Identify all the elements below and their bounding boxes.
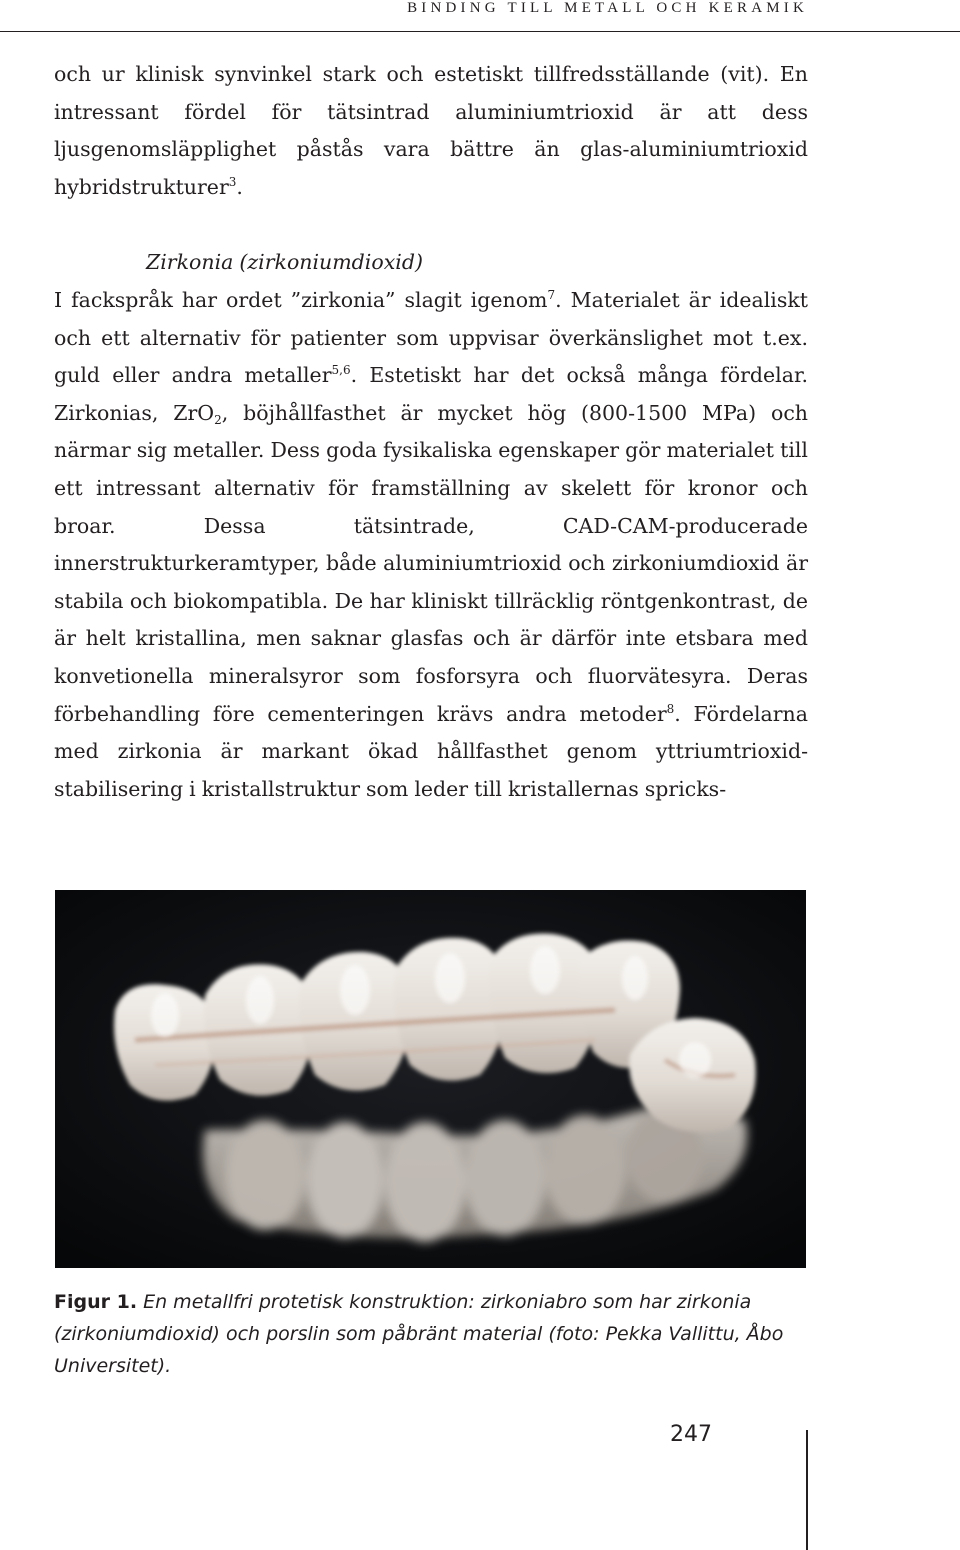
paragraph-2-part-3: . Estetiskt har det också många fördelar. Zirkonias, ZrO	[54, 363, 809, 425]
dental-bridge-photo	[55, 890, 806, 1268]
paragraph-2	[54, 282, 808, 808]
figure-caption-text: En metallfri protetisk konstruktion: zirkoniabro som har zirkonia (zirkoniumdioxid) och porslin som påbränt material (foto: Pekka Vallittu, Åbo Universitet).	[54, 1291, 784, 1377]
zro2-subscript: 2	[214, 412, 222, 427]
zirconia-bridge-image	[55, 890, 806, 1268]
reference-8: 8	[666, 701, 675, 716]
paragraph-2-part-5: . Fördelarna med zirkonia är markant ökad hållfasthet genom yttriumtrioxid-stabilisering i kristallstruktur som leder till kristallernas spricks-	[54, 701, 808, 801]
section-heading: Zirkonia (zirkoniumdioxid)	[146, 250, 423, 275]
running-title: BINDING TILL METALL OCH KERAMIK	[407, 0, 808, 16]
paragraph-1	[54, 56, 808, 206]
paragraph-2-part-2: . Materialet är idealiskt och ett alternativ för patienter som uppvisar överkänslighet mot t.ex. guld eller andra metaller	[54, 287, 808, 388]
header-rule	[0, 31, 960, 32]
reference-5-6: 5,6	[331, 363, 351, 378]
figure-caption	[54, 1286, 814, 1382]
paragraph-2-part-1: I fackspråk har ordet ”zirkonia” slagit igenom	[54, 287, 548, 312]
page-number: 247	[670, 1422, 712, 1447]
body-text	[54, 56, 808, 808]
page-number-rule	[806, 1430, 808, 1550]
paragraph-2-part-4: , böjhållfasthet är mycket hög (800-1500 MPa) och närmar sig metaller. Dess goda fysikaliska egenskaper gör materialet till ett intressant alternativ för framställning av skelett för kronor och broar. Dessa tätsintrade, CAD-CAM-producerade innerstrukturkeramtyper, både aluminiumtrioxid och zirkoniumdioxid är stabila och biokompatibla. De har kliniskt tillräcklig röntgenkontrast, de är helt kristallina, men saknar glasfas och är därför inte etsbara med konvetionella mineralsyror som fosforsyra och fluorvätesyra. Deras förbehandling före cementeringen krävs andra metoder	[54, 400, 809, 726]
paragraph-1-end: .	[236, 174, 243, 199]
reference-7: 7	[547, 288, 556, 303]
reference-3: 3	[228, 174, 237, 189]
paragraph-1-text: och ur klinisk synvinkel stark och estetiskt tillfredsställande (vit). En intressant fördel för tätsintrad aluminiumtrioxid är att dess ljusgenomsläpplighet påstås vara bättre än glas-aluminiumtrioxid hybridstrukturer	[54, 62, 808, 199]
figure-label: Figur 1.	[54, 1291, 138, 1313]
